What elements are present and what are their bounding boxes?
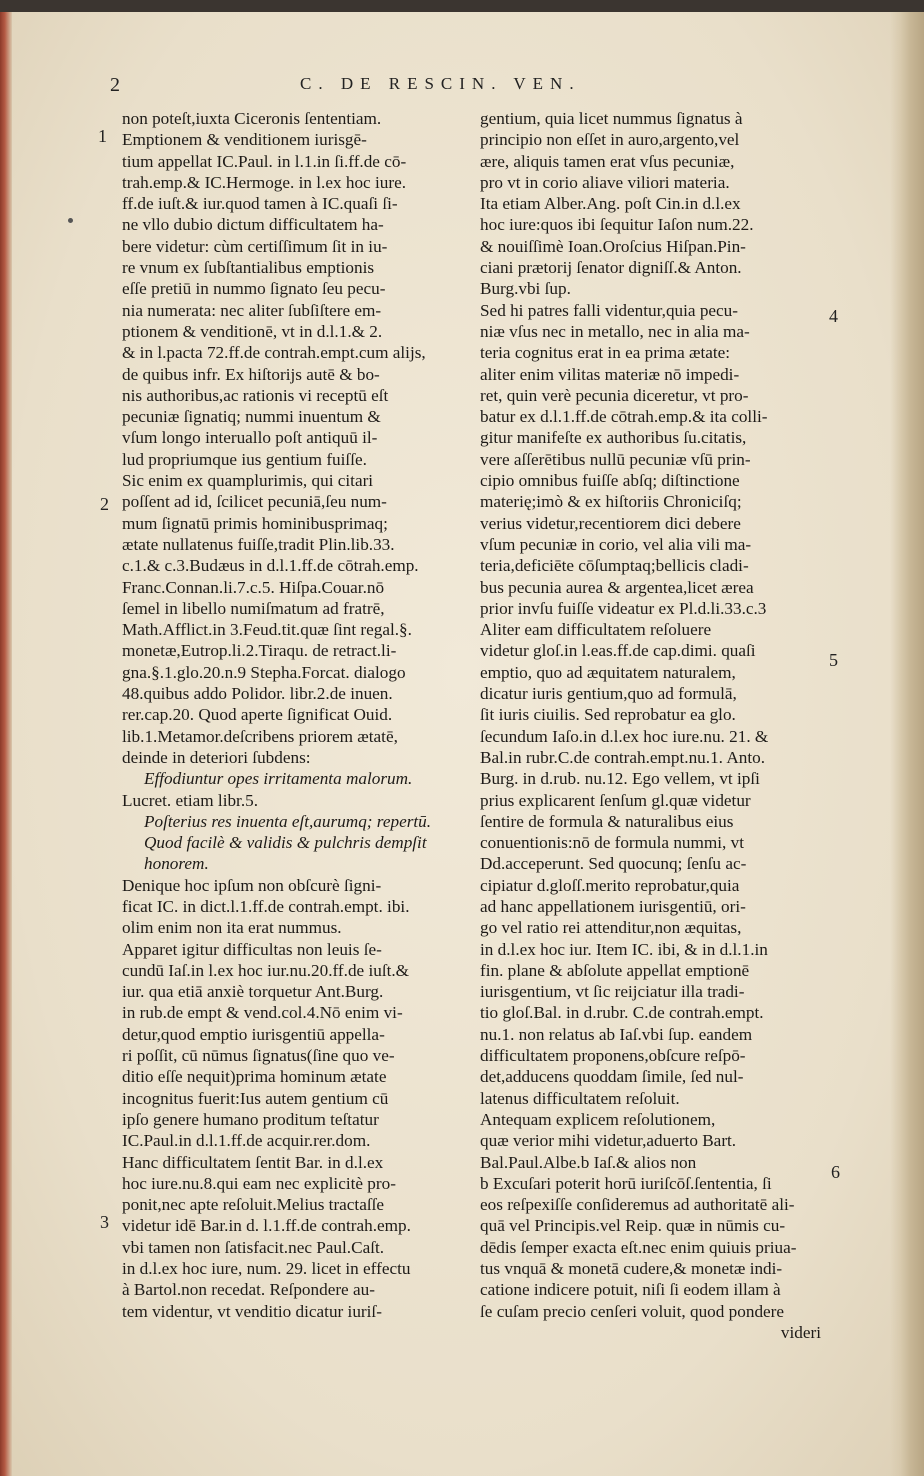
text-line: trah.emp.& IC.Hermoge. in l.ex hoc iure. — [122, 172, 406, 192]
page-header — [110, 72, 830, 102]
text-line: go vel ratio rei attenditur,non æquitas, — [480, 918, 742, 938]
text-line: Ita etiam Alber.Ang. poſt Cin.in d.l.ex — [480, 194, 741, 214]
text-line: in rub.de empt & vend.col.4.Nō enim vi- — [122, 1003, 403, 1023]
text-line: tium appellat IC.Paul. in l.1.in ſi.ff.de cō- — [122, 151, 407, 171]
text-line: ætate nullatenus fuiſſe,tradit Plin.lib.33. — [122, 534, 395, 554]
text-line: vere aſſerētibus nullū pecuniæ vſū prin- — [480, 449, 751, 469]
left-text-column — [122, 108, 467, 1322]
text-line: IC.Paul.in d.l.1.ff.de acquir.rer.dom. — [122, 1131, 371, 1151]
text-line: Apparet igitur difficultas non leuis ſe- — [122, 939, 382, 959]
text-line: bere videtur: cùm certiſſimum ſit in iu- — [122, 236, 388, 256]
text-line: in d.l.ex hoc iure, num. 29. licet in effectu — [122, 1259, 411, 1279]
text-line: dēdis ſemper exacta eſt.nec enim quiuis priua- — [480, 1237, 797, 1257]
text-line: gna.§.1.glo.20.n.9 Stepha.Forcat. dialogo — [122, 662, 406, 682]
text-line: ſentire de formula & naturalibus eius — [480, 811, 734, 831]
text-line: quæ verior mihi videtur,aduerto Bart. — [480, 1131, 737, 1151]
text-line: tus vnquā & monetā cudere,& monetæ indi- — [480, 1259, 783, 1279]
text-line: cundū Iaſ.in l.ex hoc iur.nu.20.ff.de iuſt.& — [122, 960, 410, 980]
text-line: hoc iure.nu.8.qui eam nec explicitè pro- — [122, 1173, 396, 1193]
text-line: Aliter eam difficultatem reſoluere — [480, 620, 712, 640]
margin-number: 6 — [831, 1162, 840, 1182]
text-line: dicatur iuris gentium,quo ad formulā, — [480, 684, 737, 704]
text-line: prior invſu fuiſſe videatur ex Pl.d.li.33.c.3 — [480, 598, 767, 618]
text-line: ciani prætorij ſenator digniſſ.& Anton. — [480, 258, 742, 278]
ink-dot — [68, 218, 73, 223]
text-line: materię;imò & ex hiſtoriis Chroniciſq; — [480, 492, 742, 512]
text-line: Emptionem & venditionem iurisgē- — [122, 130, 367, 150]
text-line: ficat IC. in dict.l.1.ff.de contrah.empt. ibi. — [122, 896, 410, 916]
text-line: Burg. in d.rub. nu.12. Ego vellem, vt ipſi — [480, 769, 760, 789]
text-line: videtur gloſ.in l.eas.ff.de cap.dimi. quaſi — [480, 641, 756, 661]
text-line: latenus difficultatem reſoluit. — [480, 1088, 680, 1108]
text-line: det,adducens quoddam ſimile, ſed nul- — [480, 1067, 744, 1087]
text-line: tem videntur, vt venditio dicatur iuriſ- — [122, 1301, 382, 1321]
text-line: ipſo genere humano proditum teſtatur — [122, 1109, 379, 1129]
book-page — [0, 12, 924, 1476]
text-line: verius videtur,recentiorem dici debere — [480, 513, 741, 533]
text-line: bus pecunia aurea & argentea,licet ærea — [480, 577, 754, 597]
text-line: cipio omnibus fuiſſe abſq; diſtinctione — [480, 471, 740, 491]
text-line: deinde in deteriori ſubdens: — [122, 747, 311, 767]
text-line: cipiatur d.gloſſ.merito reprobatur,quia — [480, 875, 740, 895]
margin-number: 5 — [829, 650, 838, 670]
text-line: Poſterius res inuenta eſt,aurumq; repertū. — [144, 811, 432, 831]
text-line: quā vel Principis.vel Reip. quæ in nūmis cu- — [480, 1216, 786, 1236]
text-line: b Excuſari poterit horū iuriſcōſ.ſententia, ſi — [480, 1173, 772, 1193]
text-line: incognitus fuerit:Ius autem gentium cū — [122, 1088, 389, 1108]
text-line: vbi tamen non ſatisfacit.nec Paul.Caſt. — [122, 1237, 385, 1257]
page-right-edge — [890, 12, 924, 1476]
page-number: 2 — [110, 74, 120, 96]
text-line: ponit,nec apte reſoluit.Melius tractaſſe — [122, 1195, 385, 1215]
margin-number: 1 — [98, 126, 107, 146]
page-left-edge — [0, 12, 12, 1476]
text-line: fin. plane & abſolute appellat emptionē — [480, 960, 750, 980]
text-line: Lucret. etiam libr.5. — [122, 790, 259, 810]
text-line: in d.l.ex hoc iur. Item IC. ibi, & in d.l.1.in — [480, 939, 768, 959]
text-line: eos reſpexiſſe conſideremus ad authoritatē ali- — [480, 1195, 795, 1215]
text-line: olim enim non ita erat nummus. — [122, 918, 342, 938]
text-line: iur. qua etiā anxiè torquetur Ant.Burg. — [122, 982, 384, 1002]
text-line: batur ex d.l.1.ff.de cōtrah.emp.& ita colli- — [480, 407, 768, 427]
text-line: ret, quin verè pecunia diceretur, vt pro- — [480, 385, 749, 405]
text-line: eſſe pretiū in nummo ſignato ſeu pecu- — [122, 279, 386, 299]
text-line: Bal.in rubr.C.de contrah.empt.nu.1. Anto. — [480, 747, 765, 767]
text-line: mum ſignatū primis hominibusprimaq; — [122, 513, 388, 533]
text-line: & in l.pacta 72.ff.de contrah.empt.cum alijs, — [122, 343, 426, 363]
text-line: & nouiſſimè Ioan.Oroſcius Hiſpan.Pin- — [480, 236, 746, 256]
text-line: re vnum ex ſubſtantialibus emptionis — [122, 258, 375, 278]
text-line: lud propriumque ius gentium fuiſſe. — [122, 449, 367, 469]
margin-number: 4 — [829, 306, 838, 326]
text-line: gitur manifeſte ex authoribus ſu.citatis, — [480, 428, 747, 448]
text-line: gentium, quia licet nummus ſignatus à — [480, 109, 743, 128]
text-line: à Bartol.non recedat. Reſpondere au- — [122, 1280, 375, 1300]
text-line: de quibus infr. Ex hiſtorijs autē & bo- — [122, 364, 380, 384]
running-head: C. DE RESCIN. VEN. — [300, 74, 581, 93]
text-line: Franc.Connan.li.7.c.5. Hiſpa.Couar.nō — [122, 577, 385, 597]
text-line: lib.1.Metamor.deſcribens priorem ætatē, — [122, 726, 398, 746]
text-line: nis authoribus,ac rationis vi receptū eſt — [122, 385, 389, 405]
text-line: Bal.Paul.Albe.b Iaſ.& alios non — [480, 1152, 697, 1172]
text-line: hoc iure:quos ibi ſequitur Iaſon num.22. — [480, 215, 754, 235]
text-line: conuentionis:nō de formula nummi, vt — [480, 833, 744, 853]
text-line: rer.cap.20. Quod aperte ſignificat Ouid. — [122, 705, 393, 725]
text-line: Burg.vbi ſup. — [480, 279, 571, 299]
text-line: Effodiuntur opes irritamenta malorum. — [144, 769, 413, 789]
text-line: vſum longo interuallo poſt antiquū il- — [122, 428, 378, 448]
text-line: ri poſſit, cū nūmus ſignatus(ſine quo ve- — [122, 1046, 395, 1066]
text-line: niæ vſus nec in metallo, nec in alia ma- — [480, 321, 750, 341]
text-line: aliter enim vilitas materiæ nō impedi- — [480, 364, 740, 384]
text-line: teria,deficiēte cōſumptaq;bellicis cladi- — [480, 556, 749, 576]
text-line: poſſent ad id, ſcilicet pecuniā,ſeu num- — [122, 492, 387, 512]
text-line: catione indicere potuit, niſi ſi eodem illam à — [480, 1280, 781, 1300]
text-line: Math.Afflict.in 3.Feud.tit.quæ ſint regal.§. — [122, 620, 412, 640]
text-line: ære, aliquis tamen erat vſus pecuniæ, — [480, 151, 735, 171]
text-line: honorem. — [144, 854, 209, 874]
text-line: Sic enim ex quamplurimis, qui citari — [122, 471, 374, 491]
text-line: principio non eſſet in auro,argento,vel — [480, 130, 740, 150]
text-line: videtur idē Bar.in d. l.1.ff.de contrah.emp. — [122, 1216, 411, 1236]
text-line: Quod facilè & validis & pulchris dempſit — [144, 833, 427, 853]
text-line: iurisgentium, vt ſic reijciatur illa tradi- — [480, 982, 745, 1002]
text-line: 48.quibus addo Polidor. libr.2.de inuen. — [122, 684, 393, 704]
text-line: teria cognitus erat in ea prima ætate: — [480, 343, 731, 363]
text-line: ſecundum Iaſo.in d.l.ex hoc iure.nu. 21. & — [480, 726, 769, 746]
text-line: Antequam explicem reſolutionem, — [480, 1109, 716, 1129]
text-line: nia numerata: nec aliter ſubſiſtere em- — [122, 300, 382, 320]
text-line: Sed hi patres falli videntur,quia pecu- — [480, 300, 738, 320]
text-line: ff.de iuſt.& iur.quod tamen à IC.quaſi ſi- — [122, 194, 398, 214]
text-line: difficultatem proponens,obſcure reſpō- — [480, 1046, 746, 1066]
text-line: vſum pecuniæ in corio, vel alia vili ma- — [480, 534, 752, 554]
text-line: ditio eſſe nequit)prima hominum ætate — [122, 1067, 387, 1087]
text-line: emptio, quo ad æquitatem naturalem, — [480, 662, 736, 682]
margin-number: 3 — [100, 1212, 109, 1232]
text-line: pro vt in corio aliave viliori materia. — [480, 172, 730, 192]
text-line: Hanc difficultatem ſentit Bar. in d.l.ex — [122, 1152, 384, 1172]
text-line: Denique hoc ipſum non obſcurè ſigni- — [122, 875, 382, 895]
text-line: Dd.acceperunt. Sed quocunq; ſenſu ac- — [480, 854, 747, 874]
text-line: monetæ,Eutrop.li.2.Tiraqu. de retract.li- — [122, 641, 397, 661]
text-line: pecuniæ ſignatiq; nummi inuentum & — [122, 407, 381, 427]
text-line: ſe cuſam precio cenſeri voluit, quod pondere — [480, 1301, 785, 1321]
text-line: ſemel in libello numiſmatum ad fratrē, — [122, 598, 385, 618]
text-line: ne vllo dubio dictum difficultatem ha- — [122, 215, 384, 235]
margin-number: 2 — [100, 494, 109, 514]
text-line: non poteſt,iuxta Ciceronis ſententiam. — [122, 109, 382, 128]
text-line: tio gloſ.Bal. in d.rubr. C.de contrah.empt. — [480, 1003, 764, 1023]
text-line: ſit iuris ciuilis. Sed reprobatur ea glo. — [480, 705, 736, 725]
right-text-column — [480, 108, 825, 1343]
text-line: ad hanc appellationem iurisgentiū, ori- — [480, 896, 746, 916]
text-line: prius explicarent ſenſum gl.quæ videtur — [480, 790, 751, 810]
text-line: nu.1. non relatus ab Iaſ.vbi ſup. eandem — [480, 1024, 753, 1044]
text-line: detur,quod emptio iurisgentiū appella- — [122, 1024, 385, 1044]
text-line: c.1.& c.3.Budæus in d.l.1.ff.de cōtrah.emp. — [122, 556, 419, 576]
text-line: videri — [780, 1322, 821, 1342]
text-line: ptionem & venditionē, vt in d.l.1.& 2. — [122, 321, 383, 341]
